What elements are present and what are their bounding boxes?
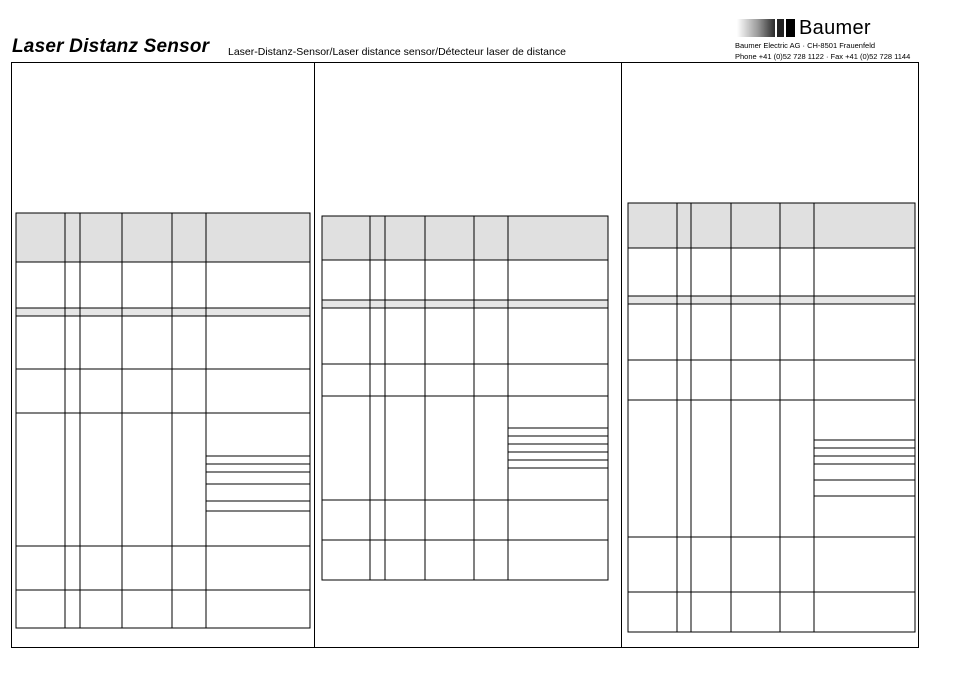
table-fr-band-row	[628, 296, 915, 304]
table-de-band-row	[16, 308, 310, 316]
table-en-band-row	[322, 300, 608, 308]
brand-name: Baumer	[799, 16, 871, 39]
table-fr-border	[628, 203, 915, 632]
table-de-border	[16, 213, 310, 628]
table-en-header-cell	[322, 216, 608, 260]
page-subtitle: Laser-Distanz-Sensor/Laser distance sensor/Détecteur laser de distance	[228, 46, 566, 58]
brand-contact: Phone +41 (0)52 728 1122 · Fax +41 (0)52 728 1144	[735, 52, 911, 61]
brand-address: Baumer Electric AG · CH-8501 Frauenfeld	[735, 41, 876, 50]
table-de-header-cell	[16, 213, 310, 262]
table-fr-header-cell	[628, 203, 915, 248]
page-title: Laser Distanz Sensor	[12, 36, 210, 57]
table-en-border	[322, 216, 608, 580]
